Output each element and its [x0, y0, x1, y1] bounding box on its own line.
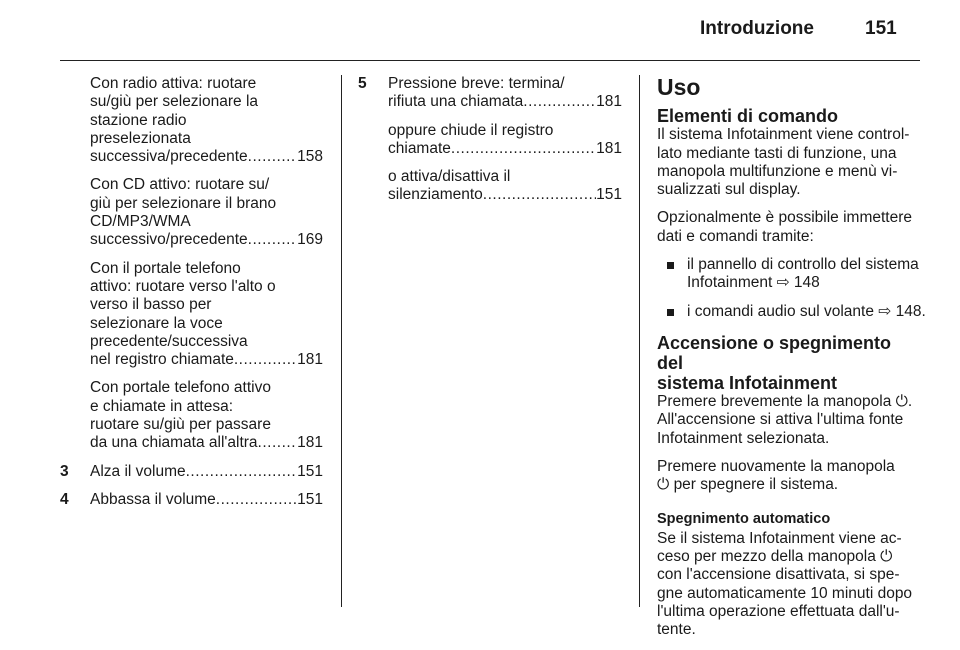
text-line: Opzionalmente è possibile immettere [657, 209, 913, 227]
item-text: precedente/successiva [90, 332, 248, 350]
page-number: 151 [865, 18, 897, 39]
text-line: manopola multifunzione e menù vi- [657, 162, 898, 180]
bullet-square-icon [667, 262, 674, 269]
toc-entry-line [90, 463, 323, 481]
toc-entry-line [90, 351, 323, 369]
item-text: Con portale telefono attivo [90, 379, 271, 397]
bullet-square-icon [667, 309, 674, 316]
dot-leader [258, 434, 298, 452]
column-divider [639, 75, 640, 607]
heading-spegnimento-automatico: Spegnimento automatico [657, 511, 831, 528]
text-line: Premere nuovamente la manopola [657, 457, 895, 475]
page-reference-link[interactable]: 169 [297, 231, 323, 249]
text-line: ⏻ per spegnere il sistema. [657, 476, 839, 494]
toc-entry-line [388, 93, 622, 111]
item-text: Alza il volume [90, 462, 186, 480]
item-text: giù per selezionare il brano [90, 194, 277, 212]
control-list-column-1 [60, 75, 323, 519]
column-divider [341, 75, 342, 607]
text-line: tente. [657, 621, 696, 639]
item-text: successiva/precedente [90, 148, 248, 166]
text-line: dati e comandi tramite: [657, 227, 814, 245]
item-text: oppure chiude il registro [388, 121, 554, 139]
dot-leader [451, 140, 596, 158]
heading-accensione [657, 333, 920, 393]
dot-leader [234, 351, 297, 369]
text-line: gne automaticamente 10 minuti dopo [657, 584, 913, 602]
page-reference-link[interactable]: 151 [596, 186, 622, 204]
control-list-item [358, 168, 622, 205]
item-number: 3 [60, 462, 69, 480]
paragraph [657, 209, 920, 246]
dot-leader [248, 148, 297, 166]
text-line: l'ultima operazione effettuata dall'u- [657, 602, 900, 620]
text-line: lato mediante tasti di funzione, una [657, 144, 897, 162]
item-text: Abbassa il volume [90, 490, 216, 508]
item-text: ruotare su/giù per passare [90, 416, 271, 434]
control-list-item [60, 260, 323, 370]
toc-entry-line [388, 140, 622, 158]
control-list-item [60, 75, 323, 166]
paragraph [657, 458, 920, 495]
control-list-item [358, 122, 622, 159]
heading-line: Accensione o spegnimento del [657, 332, 892, 373]
text-line: Infotainment selezionata. [657, 429, 830, 447]
bullet-item [657, 256, 920, 293]
text-line: All'accensione si attiva l'ultima fonte [657, 411, 904, 429]
page-reference-link[interactable]: 158 [297, 148, 323, 166]
bullet-item [657, 302, 926, 321]
text-line: il pannello di controllo del sistema [687, 256, 919, 274]
text-line: Il sistema Infotainment viene control- [657, 126, 910, 144]
dot-leader [186, 463, 298, 481]
item-text: e chiamate in attesa: [90, 397, 234, 415]
heading-elementi-di-comando: Elementi di comando [657, 106, 839, 127]
control-list-item [60, 491, 323, 509]
control-list-item [60, 176, 323, 249]
item-text: rifiuta una chiamata [388, 93, 524, 111]
toc-entry-line [90, 148, 323, 166]
heading-uso: Uso [657, 74, 701, 100]
page-reference-link[interactable]: 151 [297, 462, 323, 480]
dot-leader [216, 491, 297, 509]
uso-column [657, 74, 926, 650]
item-text: verso il basso per [90, 296, 212, 314]
item-text: chiamate [388, 139, 451, 157]
text-line: ceso per mezzo della manopola ⏻ [657, 548, 893, 566]
page-reference-link[interactable]: 181 [297, 434, 323, 452]
dot-leader [248, 231, 297, 249]
page-reference-link[interactable]: 151 [297, 490, 323, 508]
text-line: Premere brevemente la manopola ⏻. [657, 392, 913, 410]
text-line: sualizzati sul display. [657, 181, 801, 199]
paragraph [657, 126, 920, 199]
item-number: 4 [60, 490, 69, 508]
item-text: selezionare la voce [90, 314, 223, 332]
toc-entry-line [90, 434, 323, 452]
header-rule [60, 60, 920, 61]
item-text: preselezionata [90, 129, 191, 147]
item-text: da una chiamata all'altra [90, 434, 258, 452]
item-text: su/giù per selezionare la [90, 93, 259, 111]
paragraph [657, 393, 920, 448]
control-list-item [60, 379, 323, 452]
item-text: silenziamento [388, 186, 483, 204]
toc-entry-line [90, 231, 323, 249]
item-text: Pressione breve: termina/ [388, 75, 565, 92]
heading-line: sistema Infotainment [657, 372, 838, 393]
item-text: CD/MP3/WMA [90, 213, 191, 231]
control-list-item [358, 75, 622, 112]
item-text: stazione radio [90, 111, 187, 129]
page-reference-link[interactable]: 181 [596, 139, 622, 157]
dot-leader [523, 93, 596, 111]
cross-reference-link[interactable]: i comandi audio sul volante ⇨ 148. [687, 302, 926, 320]
control-list-column-2 [358, 75, 622, 215]
item-text: Con CD attivo: ruotare su/ [90, 176, 270, 194]
page-reference-link[interactable]: 181 [596, 93, 622, 111]
item-text: Con il portale telefono [90, 259, 241, 277]
dot-leader [483, 186, 596, 204]
item-text: nel registro chiamate [90, 351, 234, 369]
item-text: o attiva/disattiva il [388, 168, 511, 186]
page-reference-link[interactable]: 181 [297, 351, 323, 369]
item-number: 5 [358, 75, 367, 92]
cross-reference-link[interactable]: Infotainment ⇨ 148 [687, 274, 820, 292]
item-text: Con radio attiva: ruotare [90, 75, 257, 92]
control-list-item [60, 463, 323, 481]
toc-entry-line [388, 186, 622, 204]
item-text: successivo/precedente [90, 231, 248, 249]
toc-entry-line [90, 491, 323, 509]
section-title: Introduzione [700, 18, 814, 39]
paragraph [657, 530, 920, 640]
text-line: Se il sistema Infotainment viene ac- [657, 529, 902, 547]
text-line: con l'accensione disattivata, si spe- [657, 566, 900, 584]
item-text: attivo: ruotare verso l'alto o [90, 277, 276, 295]
